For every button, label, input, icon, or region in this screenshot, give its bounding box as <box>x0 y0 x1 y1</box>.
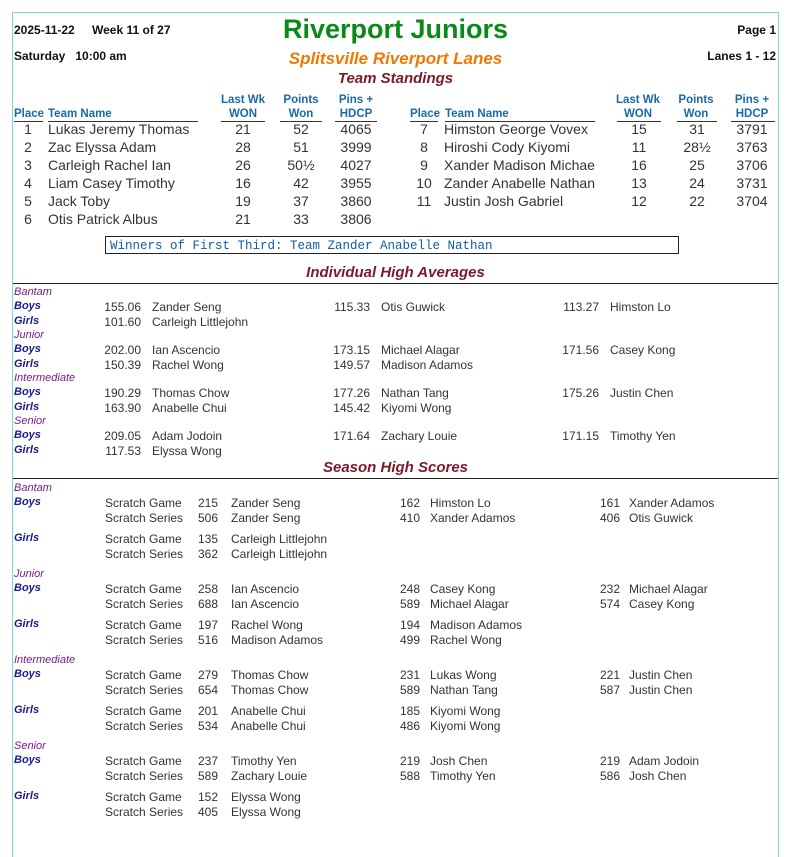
standing-team-right: Justin Josh Gabriel <box>444 193 564 209</box>
standing-points-left: 52 <box>293 121 309 137</box>
gender-boys: Boys <box>14 343 41 355</box>
score-value: 587 <box>599 682 620 697</box>
bowler-name: Madison Adamos <box>381 357 474 372</box>
score-value: 516 <box>197 632 218 647</box>
bowler-name: Otis Guwick <box>381 300 446 314</box>
bowler-name: Anabelle Chui <box>152 400 227 415</box>
gender-boys: Boys <box>14 300 41 312</box>
standing-team-left: Jack Toby <box>48 193 110 209</box>
average-value: 145.42 <box>333 400 370 415</box>
standing-points-right: 25 <box>689 157 705 173</box>
average-value: 171.64 <box>333 429 370 443</box>
standing-lastwk-right: 15 <box>631 121 647 137</box>
standing-pins-left: 3806 <box>340 211 372 227</box>
bowler-name: Casey Kong <box>629 596 695 611</box>
standing-place-right: 11 <box>416 193 432 209</box>
standing-place-right: 10 <box>416 175 432 191</box>
scratch-game-label: Scratch Game <box>105 704 182 718</box>
report-week: Week 11 of 27 <box>92 23 171 37</box>
bowler-name: Anabelle Chui <box>231 718 306 733</box>
score-value: 405 <box>197 804 218 819</box>
bowler-name: Otis Guwick <box>629 510 694 525</box>
score-value: 574 <box>599 596 620 611</box>
score-value: 162 <box>399 496 420 510</box>
bowler-name: Timothy Yen <box>430 768 496 783</box>
score-value: 232 <box>599 582 620 596</box>
score-value: 506 <box>197 510 218 525</box>
score-value: 197 <box>197 618 218 632</box>
standing-place-left: 5 <box>24 193 32 209</box>
gender-boys: Boys <box>14 754 41 766</box>
score-value: 231 <box>399 668 420 682</box>
bowler-name: Ian Ascencio <box>152 343 221 357</box>
average-value: 202.00 <box>104 343 141 357</box>
standing-team-left: Otis Patrick Albus <box>48 211 158 227</box>
bowler-name: Xander Adamos <box>430 510 516 525</box>
bowler-name: Zander Seng <box>152 300 222 314</box>
gender-girls: Girls <box>14 704 40 716</box>
division-label: Senior <box>14 415 46 427</box>
score-value: 152 <box>197 790 218 804</box>
scratch-game-label: Scratch Game <box>105 668 182 682</box>
col-place-left: Place <box>14 108 45 120</box>
gender-girls: Girls <box>14 618 40 630</box>
bowler-name: Ian Ascencio <box>231 596 300 611</box>
division-label: Bantam <box>14 482 52 494</box>
score-value: 219 <box>599 754 620 768</box>
bowler-name: Nathan Tang <box>430 682 498 697</box>
bowler-name: Rachel Wong <box>430 632 502 647</box>
standing-team-left: Carleigh Rachel Ian <box>48 157 171 173</box>
bowler-name: Thomas Chow <box>152 386 230 400</box>
bowler-name: Zander Seng <box>231 510 301 525</box>
scratch-series-label: Scratch Series <box>105 682 184 697</box>
division-label: Intermediate <box>14 372 76 384</box>
average-value: 101.60 <box>104 314 141 329</box>
standing-lastwk-left: 16 <box>235 175 251 191</box>
standing-team-left: Zac Elyssa Adam <box>48 139 157 155</box>
score-value: 688 <box>197 596 218 611</box>
score-value: 534 <box>197 718 218 733</box>
col-lastwk-right: Last Wk WON <box>615 94 661 120</box>
standing-pins-right: 3791 <box>736 121 768 137</box>
scratch-game-label: Scratch Game <box>105 754 182 768</box>
gender-boys: Boys <box>14 386 41 398</box>
score-value: 406 <box>599 510 620 525</box>
bowler-name: Elyssa Wong <box>231 790 301 804</box>
score-value: 279 <box>197 668 218 682</box>
score-value: 486 <box>399 718 420 733</box>
average-value: 117.53 <box>105 443 141 458</box>
average-value: 149.57 <box>333 357 370 372</box>
standing-place-left: 4 <box>24 175 32 191</box>
scratch-game-label: Scratch Game <box>105 582 182 596</box>
score-value: 410 <box>399 510 420 525</box>
gender-girls: Girls <box>14 532 40 544</box>
division-label: Intermediate <box>14 654 76 666</box>
scratch-game-label: Scratch Game <box>105 790 182 804</box>
score-value: 362 <box>197 546 218 561</box>
standing-team-right: Himston George Vovex <box>444 121 588 137</box>
average-value: 150.39 <box>104 357 141 372</box>
score-value: 194 <box>399 618 420 632</box>
bowler-name: Adam Jodoin <box>629 754 700 768</box>
score-value: 586 <box>599 768 620 783</box>
score-value: 589 <box>197 768 218 783</box>
score-value: 654 <box>197 682 218 697</box>
bowler-name: Timothy Yen <box>231 754 297 768</box>
scratch-series-label: Scratch Series <box>105 768 184 783</box>
score-value: 135 <box>197 532 218 546</box>
standing-lastwk-left: 19 <box>235 193 251 209</box>
score-value: 221 <box>599 668 620 682</box>
standing-place-right: 7 <box>420 121 428 137</box>
scratch-series-label: Scratch Series <box>105 596 184 611</box>
col-lastwk-left: Last Wk WON <box>220 94 266 120</box>
average-value: 155.06 <box>104 300 141 314</box>
bowler-name: Kiyomi Wong <box>430 704 501 718</box>
standing-points-right: 24 <box>689 175 705 191</box>
bowler-name: Justin Chen <box>629 682 693 697</box>
gender-girls: Girls <box>14 400 40 413</box>
average-value: 171.56 <box>562 343 599 357</box>
page-number: Page 1 <box>737 23 776 37</box>
score-value: 185 <box>399 704 420 718</box>
col-place-right: Place <box>410 108 441 120</box>
standing-team-right: Hiroshi Cody Kiyomi <box>444 139 571 155</box>
standing-lastwk-left: 26 <box>235 157 251 173</box>
division-label: Bantam <box>14 286 52 298</box>
bowler-name: Casey Kong <box>430 582 496 596</box>
gender-girls: Girls <box>14 443 40 456</box>
average-value: 115.33 <box>334 300 370 314</box>
standing-place-left: 3 <box>24 157 32 173</box>
gender-girls: Girls <box>14 357 40 370</box>
standing-lastwk-right: 12 <box>631 193 647 209</box>
bowler-name: Carleigh Littlejohn <box>231 532 328 546</box>
bowler-name: Himston Lo <box>610 300 671 314</box>
bowler-name: Rachel Wong <box>152 357 224 372</box>
report-date: 2025-11-22 <box>14 23 75 37</box>
scratch-game-label: Scratch Game <box>105 532 182 546</box>
score-value: 258 <box>197 582 218 596</box>
bowler-name: Thomas Chow <box>231 668 309 682</box>
col-points-left: Points Won <box>283 94 319 120</box>
bowler-name: Michael Alagar <box>629 582 708 596</box>
standing-team-left: Liam Casey Timothy <box>48 175 175 191</box>
score-value: 219 <box>399 754 420 768</box>
scratch-series-label: Scratch Series <box>105 718 184 733</box>
bowler-name: Josh Chen <box>629 768 687 783</box>
division-label: Junior <box>14 329 44 341</box>
average-value: 113.27 <box>563 300 599 314</box>
bowler-name: Josh Chen <box>430 754 488 768</box>
standing-points-right: 28½ <box>683 139 711 155</box>
bowler-name: Zander Seng <box>231 496 301 510</box>
average-value: 209.05 <box>104 429 141 443</box>
bowler-name: Justin Chen <box>610 386 674 400</box>
average-value: 171.15 <box>562 429 599 443</box>
score-value: 589 <box>399 682 420 697</box>
bowler-name: Anabelle Chui <box>231 704 306 718</box>
standings-title: Team Standings <box>337 70 454 87</box>
bowler-name: Elyssa Wong <box>231 804 301 819</box>
division-label: Junior <box>14 568 44 580</box>
standing-pins-left: 3955 <box>340 175 372 191</box>
bowler-name: Adam Jodoin <box>152 429 223 443</box>
bowler-name: Justin Chen <box>629 668 693 682</box>
standing-pins-left: 4065 <box>340 121 372 137</box>
bowler-name: Zachary Louie <box>231 768 308 783</box>
season-title: Season High Scores <box>322 459 469 476</box>
bowler-name: Thomas Chow <box>231 682 309 697</box>
standing-points-right: 22 <box>689 193 705 209</box>
day-time: Saturday 10:00 am <box>14 49 127 63</box>
lanes-range: Lanes 1 - 12 <box>707 49 776 63</box>
col-points-right: Points Won <box>678 94 714 120</box>
col-team-left: Team Name <box>48 108 112 120</box>
score-value: 215 <box>197 496 218 510</box>
bowler-name: Michael Alagar <box>430 596 509 611</box>
gender-boys: Boys <box>14 429 41 441</box>
standing-points-right: 31 <box>689 121 705 137</box>
standing-lastwk-right: 13 <box>631 175 647 191</box>
standing-points-left: 51 <box>293 139 309 155</box>
standing-pins-right: 3704 <box>736 193 768 209</box>
standing-points-left: 37 <box>293 193 309 209</box>
standing-team-right: Zander Anabelle Nathan <box>444 175 595 191</box>
standing-place-left: 1 <box>24 121 32 137</box>
gender-girls: Girls <box>14 314 40 327</box>
report-title: Riverport Juniors <box>282 14 509 44</box>
standing-lastwk-left: 28 <box>235 139 251 155</box>
scratch-series-label: Scratch Series <box>105 804 184 819</box>
standing-pins-left: 3999 <box>340 139 372 155</box>
standing-lastwk-left: 21 <box>235 211 251 227</box>
bowler-name: Carleigh Littlejohn <box>152 314 249 329</box>
bowler-name: Carleigh Littlejohn <box>231 546 328 561</box>
bowler-name: Xander Adamos <box>629 496 715 510</box>
col-pins-right: Pins + HDCP <box>734 94 770 120</box>
standing-team-left: Lukas Jeremy Thomas <box>48 121 190 137</box>
scratch-game-label: Scratch Game <box>105 496 182 510</box>
standing-lastwk-right: 16 <box>631 157 647 173</box>
bowler-name: Rachel Wong <box>231 618 303 632</box>
bowler-name: Lukas Wong <box>430 668 497 682</box>
bowler-name: Kiyomi Wong <box>430 718 501 733</box>
center-name: Splitsville Riverport Lanes <box>288 49 503 68</box>
standing-points-left: 33 <box>293 211 309 227</box>
score-value: 237 <box>197 754 218 768</box>
bowler-name: Casey Kong <box>610 343 676 357</box>
report-page <box>12 12 779 857</box>
scratch-series-label: Scratch Series <box>105 510 184 525</box>
score-value: 589 <box>399 596 420 611</box>
bowler-name: Ian Ascencio <box>231 582 300 596</box>
standing-pins-left: 3860 <box>340 193 372 209</box>
bowler-name: Kiyomi Wong <box>381 400 452 415</box>
standing-place-right: 9 <box>420 157 428 173</box>
standing-lastwk-left: 21 <box>235 121 251 137</box>
bowler-name: Michael Alagar <box>381 343 460 357</box>
division-label: Senior <box>14 740 46 752</box>
average-value: 173.15 <box>333 343 370 357</box>
scratch-series-label: Scratch Series <box>105 546 184 561</box>
gender-boys: Boys <box>14 582 41 594</box>
standing-place-right: 8 <box>420 139 428 155</box>
score-value: 161 <box>599 496 620 510</box>
standing-place-left: 2 <box>24 139 32 155</box>
col-team-right: Team Name <box>445 108 509 120</box>
standing-pins-right: 3763 <box>736 139 768 155</box>
average-value: 190.29 <box>104 386 141 400</box>
bowler-name: Madison Adamos <box>231 632 324 647</box>
score-value: 588 <box>399 768 420 783</box>
standing-points-left: 42 <box>293 175 309 191</box>
standing-pins-left: 4027 <box>340 157 372 173</box>
scratch-game-label: Scratch Game <box>105 618 182 632</box>
bowler-name: Elyssa Wong <box>152 443 222 458</box>
bowler-name: Nathan Tang <box>381 386 449 400</box>
bowler-name: Madison Adamos <box>430 618 523 632</box>
score-value: 248 <box>399 582 420 596</box>
bowler-name: Timothy Yen <box>610 429 676 443</box>
gender-girls: Girls <box>14 790 40 802</box>
standing-pins-right: 3731 <box>736 175 768 191</box>
average-value: 163.90 <box>104 400 141 415</box>
average-value: 175.26 <box>562 386 599 400</box>
averages-title: Individual High Averages <box>306 264 485 281</box>
gender-boys: Boys <box>14 496 41 508</box>
score-value: 201 <box>197 704 218 718</box>
standing-place-left: 6 <box>24 211 32 227</box>
bowler-name: Himston Lo <box>430 496 491 510</box>
col-pins-left: Pins + HDCP <box>338 94 374 120</box>
average-value: 177.26 <box>333 386 370 400</box>
standing-lastwk-right: 11 <box>631 139 647 155</box>
standing-team-right: Xander Madison Michae <box>444 157 595 173</box>
standing-pins-right: 3706 <box>736 157 768 173</box>
standing-points-left: 50½ <box>287 157 315 173</box>
score-value: 499 <box>399 632 420 647</box>
scratch-series-label: Scratch Series <box>105 632 184 647</box>
bowler-name: Zachary Louie <box>381 429 458 443</box>
winners-box: Winners of First Third: Team Zander Anabelle Nathan <box>105 236 679 254</box>
gender-boys: Boys <box>14 668 41 680</box>
